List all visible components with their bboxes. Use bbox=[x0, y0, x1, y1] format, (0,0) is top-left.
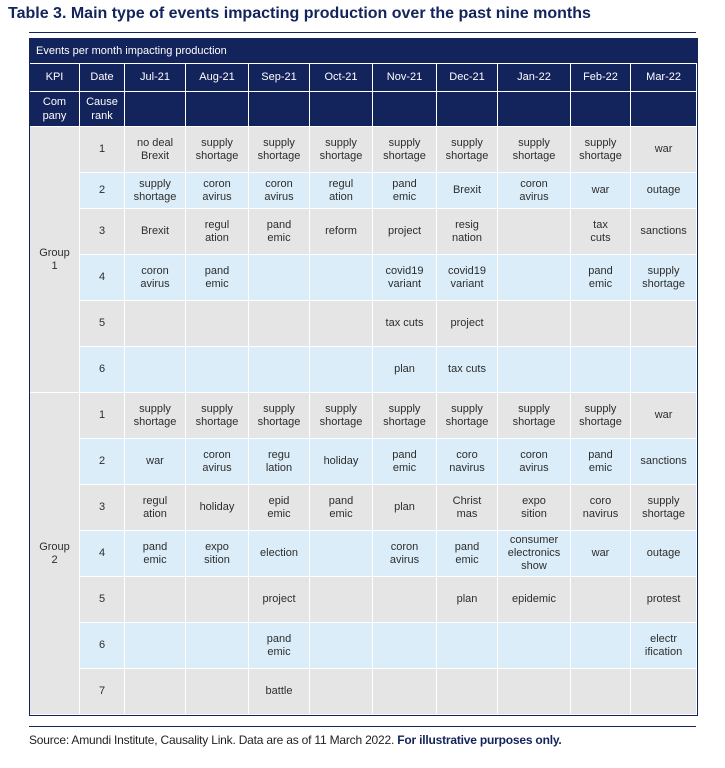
events-table-frame bbox=[29, 38, 698, 716]
cause-rank: 3 bbox=[80, 209, 125, 255]
event-cell: regul ation bbox=[125, 485, 186, 531]
column-header: KPI bbox=[30, 64, 80, 92]
table-row bbox=[30, 173, 697, 209]
table-row bbox=[30, 623, 697, 669]
event-cell bbox=[186, 623, 249, 669]
subheader-cell bbox=[498, 92, 571, 127]
event-cell: supply shortage bbox=[310, 393, 373, 439]
event-cell: supply shortage bbox=[498, 393, 571, 439]
event-cell: pand emic bbox=[571, 255, 631, 301]
events-table bbox=[30, 39, 697, 715]
subheader-cell: Com pany bbox=[30, 92, 80, 127]
event-cell: outage bbox=[631, 173, 697, 209]
event-cell bbox=[571, 301, 631, 347]
event-cell bbox=[498, 301, 571, 347]
event-cell bbox=[310, 301, 373, 347]
event-cell bbox=[125, 577, 186, 623]
column-header: Mar-22 bbox=[631, 64, 697, 92]
event-cell: coron avirus bbox=[373, 531, 437, 577]
event-cell: coron avirus bbox=[498, 173, 571, 209]
table-row bbox=[30, 531, 697, 577]
event-cell: coron avirus bbox=[498, 439, 571, 485]
event-cell: pand emic bbox=[571, 439, 631, 485]
event-cell bbox=[249, 301, 310, 347]
event-cell bbox=[437, 669, 498, 715]
event-cell: reform bbox=[310, 209, 373, 255]
event-cell bbox=[498, 669, 571, 715]
event-cell: pand emic bbox=[373, 173, 437, 209]
event-cell: pand emic bbox=[186, 255, 249, 301]
event-cell: pand emic bbox=[125, 531, 186, 577]
event-cell: holiday bbox=[310, 439, 373, 485]
subheader-cell bbox=[437, 92, 498, 127]
event-cell: coron avirus bbox=[125, 255, 186, 301]
column-header: Aug-21 bbox=[186, 64, 249, 92]
event-cell bbox=[631, 347, 697, 393]
event-cell: supply shortage bbox=[373, 127, 437, 173]
event-cell: regu lation bbox=[249, 439, 310, 485]
event-cell: supply shortage bbox=[571, 127, 631, 173]
event-cell bbox=[571, 669, 631, 715]
group-label: Group 2 bbox=[30, 393, 80, 715]
event-cell: covid19 variant bbox=[437, 255, 498, 301]
cause-rank: 6 bbox=[80, 623, 125, 669]
event-cell: project bbox=[373, 209, 437, 255]
table-row bbox=[30, 669, 697, 715]
event-cell bbox=[571, 623, 631, 669]
event-cell bbox=[498, 623, 571, 669]
event-cell bbox=[125, 623, 186, 669]
event-cell: tax cuts bbox=[571, 209, 631, 255]
event-cell: supply shortage bbox=[186, 393, 249, 439]
event-cell bbox=[373, 669, 437, 715]
event-cell: supply shortage bbox=[631, 255, 697, 301]
event-cell: coro navirus bbox=[437, 439, 498, 485]
event-cell bbox=[186, 669, 249, 715]
event-cell: regul ation bbox=[186, 209, 249, 255]
event-cell: supply shortage bbox=[571, 393, 631, 439]
source-emphasis: For illustrative purposes only. bbox=[397, 733, 562, 747]
event-cell bbox=[186, 577, 249, 623]
event-cell: resig nation bbox=[437, 209, 498, 255]
table-banner: Events per month impacting production bbox=[30, 39, 697, 64]
event-cell: protest bbox=[631, 577, 697, 623]
event-cell: war bbox=[571, 531, 631, 577]
cause-rank: 4 bbox=[80, 255, 125, 301]
event-cell bbox=[373, 623, 437, 669]
event-cell: expo sition bbox=[186, 531, 249, 577]
event-cell bbox=[571, 347, 631, 393]
subheader-cell: Cause rank bbox=[80, 92, 125, 127]
event-cell: war bbox=[631, 393, 697, 439]
source-note bbox=[29, 733, 562, 747]
event-cell: supply shortage bbox=[437, 393, 498, 439]
event-cell: supply shortage bbox=[373, 393, 437, 439]
column-header: Oct-21 bbox=[310, 64, 373, 92]
event-cell: war bbox=[631, 127, 697, 173]
event-cell bbox=[437, 623, 498, 669]
table-row bbox=[30, 347, 697, 393]
table-row bbox=[30, 127, 697, 173]
subheader-cell bbox=[186, 92, 249, 127]
event-cell: coron avirus bbox=[249, 173, 310, 209]
event-cell bbox=[498, 209, 571, 255]
table-row bbox=[30, 577, 697, 623]
event-cell: electr ification bbox=[631, 623, 697, 669]
event-cell: plan bbox=[373, 485, 437, 531]
event-cell bbox=[631, 301, 697, 347]
event-cell: Brexit bbox=[437, 173, 498, 209]
event-cell: supply shortage bbox=[249, 393, 310, 439]
event-cell bbox=[249, 347, 310, 393]
subheader-cell bbox=[571, 92, 631, 127]
table-row bbox=[30, 255, 697, 301]
subheader-cell bbox=[631, 92, 697, 127]
event-cell: Brexit bbox=[125, 209, 186, 255]
table-row bbox=[30, 393, 697, 439]
subheader-cell bbox=[249, 92, 310, 127]
event-cell: supply shortage bbox=[437, 127, 498, 173]
event-cell bbox=[310, 623, 373, 669]
event-cell: war bbox=[571, 173, 631, 209]
event-cell: pand emic bbox=[437, 531, 498, 577]
table-row bbox=[30, 439, 697, 485]
cause-rank: 3 bbox=[80, 485, 125, 531]
event-cell bbox=[310, 531, 373, 577]
event-cell: supply shortage bbox=[631, 485, 697, 531]
cause-rank: 5 bbox=[80, 577, 125, 623]
column-header: Jan-22 bbox=[498, 64, 571, 92]
event-cell: consumer electronics show bbox=[498, 531, 571, 577]
event-cell: sanctions bbox=[631, 439, 697, 485]
column-header: Dec-21 bbox=[437, 64, 498, 92]
event-cell: pand emic bbox=[310, 485, 373, 531]
group-label: Group 1 bbox=[30, 127, 80, 393]
event-cell: plan bbox=[373, 347, 437, 393]
cause-rank: 1 bbox=[80, 393, 125, 439]
event-cell: pand emic bbox=[373, 439, 437, 485]
event-cell bbox=[186, 301, 249, 347]
event-cell: supply shortage bbox=[125, 173, 186, 209]
event-cell: tax cuts bbox=[373, 301, 437, 347]
column-header: Feb-22 bbox=[571, 64, 631, 92]
event-cell: no deal Brexit bbox=[125, 127, 186, 173]
event-cell: project bbox=[249, 577, 310, 623]
event-cell bbox=[249, 255, 310, 301]
subheader-cell bbox=[310, 92, 373, 127]
event-cell bbox=[125, 301, 186, 347]
event-cell bbox=[498, 347, 571, 393]
column-header: Date bbox=[80, 64, 125, 92]
event-cell: plan bbox=[437, 577, 498, 623]
event-cell: coro navirus bbox=[571, 485, 631, 531]
event-cell bbox=[373, 577, 437, 623]
event-cell: supply shortage bbox=[310, 127, 373, 173]
event-cell: supply shortage bbox=[125, 393, 186, 439]
column-header: Nov-21 bbox=[373, 64, 437, 92]
event-cell: election bbox=[249, 531, 310, 577]
event-cell bbox=[125, 669, 186, 715]
column-header-row bbox=[30, 64, 697, 92]
event-cell: pand emic bbox=[249, 209, 310, 255]
event-cell: outage bbox=[631, 531, 697, 577]
cause-rank: 7 bbox=[80, 669, 125, 715]
column-header: Jul-21 bbox=[125, 64, 186, 92]
event-cell: supply shortage bbox=[249, 127, 310, 173]
table-body bbox=[30, 127, 697, 715]
cause-rank: 1 bbox=[80, 127, 125, 173]
cause-rank: 6 bbox=[80, 347, 125, 393]
subheader-cell bbox=[373, 92, 437, 127]
event-cell bbox=[186, 347, 249, 393]
event-cell bbox=[310, 347, 373, 393]
event-cell bbox=[310, 577, 373, 623]
event-cell bbox=[631, 669, 697, 715]
event-cell: project bbox=[437, 301, 498, 347]
event-cell: supply shortage bbox=[498, 127, 571, 173]
event-cell bbox=[571, 577, 631, 623]
event-cell bbox=[310, 255, 373, 301]
table-row bbox=[30, 209, 697, 255]
event-cell: war bbox=[125, 439, 186, 485]
title-rule bbox=[29, 32, 696, 33]
subheader-row bbox=[30, 92, 697, 127]
event-cell bbox=[310, 669, 373, 715]
cause-rank: 4 bbox=[80, 531, 125, 577]
source-rule bbox=[29, 726, 696, 727]
column-header: Sep-21 bbox=[249, 64, 310, 92]
event-cell: expo sition bbox=[498, 485, 571, 531]
source-text: Source: Amundi Institute, Causality Link. Data are as of 11 March 2022. bbox=[29, 733, 395, 747]
table-row bbox=[30, 301, 697, 347]
event-cell: coron avirus bbox=[186, 173, 249, 209]
event-cell: coron avirus bbox=[186, 439, 249, 485]
cause-rank: 2 bbox=[80, 439, 125, 485]
event-cell: pand emic bbox=[249, 623, 310, 669]
table-title: Table 3. Main type of events impacting production over the past nine months bbox=[8, 5, 591, 22]
subheader-cell bbox=[125, 92, 186, 127]
event-cell: epidemic bbox=[498, 577, 571, 623]
event-cell: covid19 variant bbox=[373, 255, 437, 301]
event-cell: epid emic bbox=[249, 485, 310, 531]
event-cell: battle bbox=[249, 669, 310, 715]
event-cell: holiday bbox=[186, 485, 249, 531]
event-cell bbox=[498, 255, 571, 301]
event-cell: sanctions bbox=[631, 209, 697, 255]
event-cell bbox=[125, 347, 186, 393]
cause-rank: 5 bbox=[80, 301, 125, 347]
event-cell: Christ mas bbox=[437, 485, 498, 531]
event-cell: regul ation bbox=[310, 173, 373, 209]
cause-rank: 2 bbox=[80, 173, 125, 209]
event-cell: tax cuts bbox=[437, 347, 498, 393]
table-row bbox=[30, 485, 697, 531]
event-cell: supply shortage bbox=[186, 127, 249, 173]
